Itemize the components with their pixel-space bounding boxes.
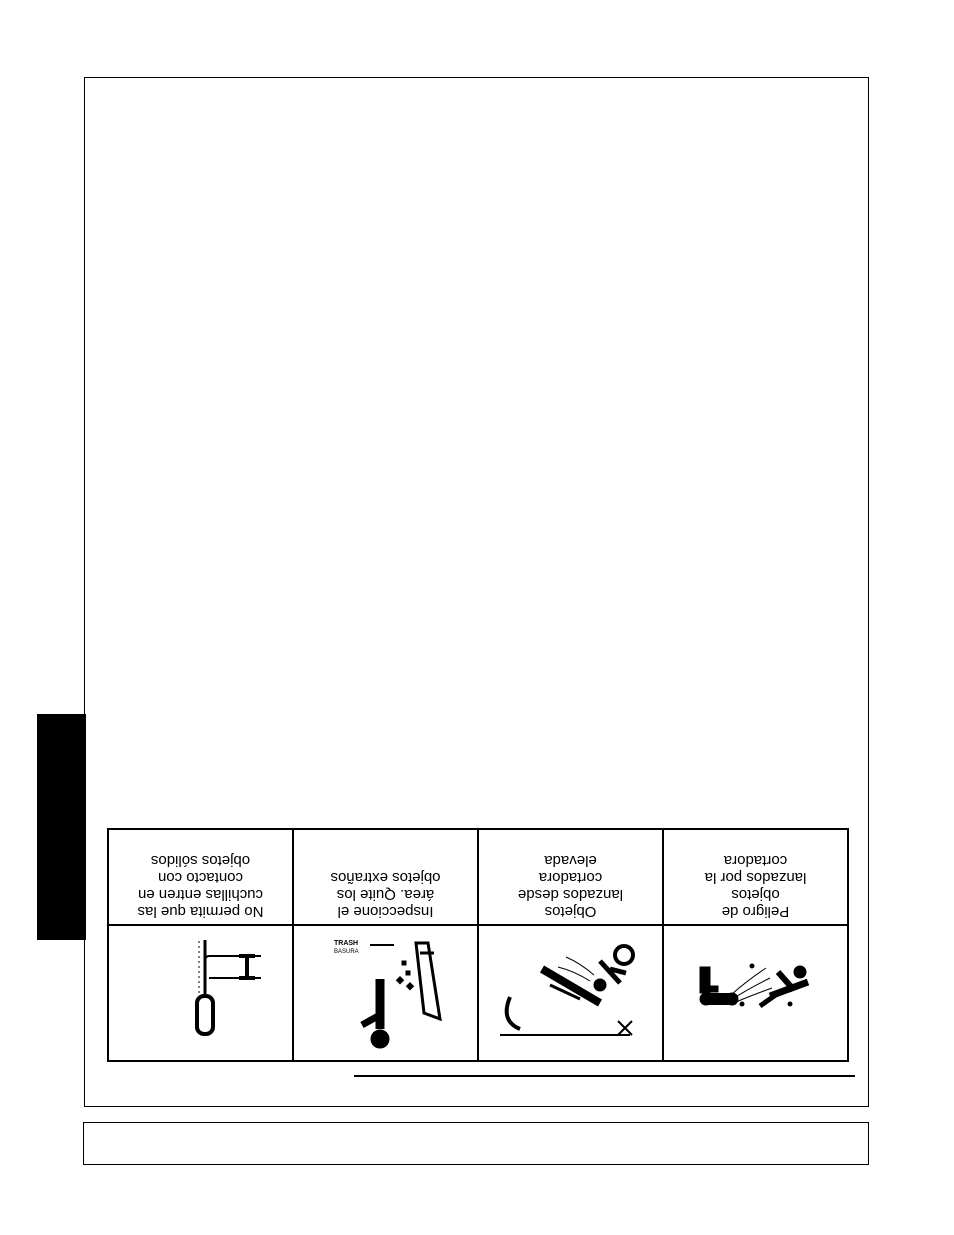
- decal-2-line-3: cortadora: [538, 869, 603, 886]
- safety-decal-table: [107, 828, 849, 1062]
- decal-3-text: [293, 829, 478, 925]
- decal-1-text: [663, 829, 848, 925]
- inspect-area-debris-icon: [311, 933, 461, 1053]
- decal-4-text: [108, 829, 293, 925]
- decal-3-line-3: objetos extraños: [330, 869, 441, 886]
- decal-3-line-2: área. Quite los: [336, 886, 435, 903]
- decal-2-line-4: elevada: [544, 852, 597, 869]
- blade-contact-solid-objects-icon: [126, 938, 276, 1048]
- horizontal-rule: [354, 1075, 855, 1077]
- decal-4-line-1: No permita que las: [137, 903, 264, 920]
- raised-mower-objects-icon: [491, 943, 651, 1043]
- decal-2-line-1: Objetos: [544, 903, 597, 920]
- decal-2-line-2: lanzados desde: [517, 886, 624, 903]
- decal-2-image: [478, 925, 663, 1061]
- decal-1-line-1: Peligro de: [721, 903, 790, 920]
- decal-1-image: [663, 925, 848, 1061]
- decal-3-image: [293, 925, 478, 1061]
- decal-4-line-4: objetos sólidos: [150, 852, 251, 869]
- section-tab: [37, 714, 86, 940]
- decal-3-line-1: Inspeccione el: [337, 903, 434, 920]
- decal-4-image: [108, 925, 293, 1061]
- decal-2-text: [478, 829, 663, 925]
- safety-decal-panel: [107, 838, 849, 1062]
- decal-1-line-2: objetos: [731, 886, 780, 903]
- decal-1-line-3: lanzados por la: [704, 869, 807, 886]
- trash-label: TRASH: [334, 940, 359, 947]
- footer-box: [83, 1122, 869, 1165]
- decal-4-line-3: contacto con: [157, 869, 244, 886]
- thrown-objects-bystander-icon: [681, 948, 831, 1038]
- basura-label: BASURA: [334, 949, 360, 955]
- decal-1-line-4: cortadora: [723, 852, 788, 869]
- decal-4-line-2: cuchillas entren en: [137, 886, 264, 903]
